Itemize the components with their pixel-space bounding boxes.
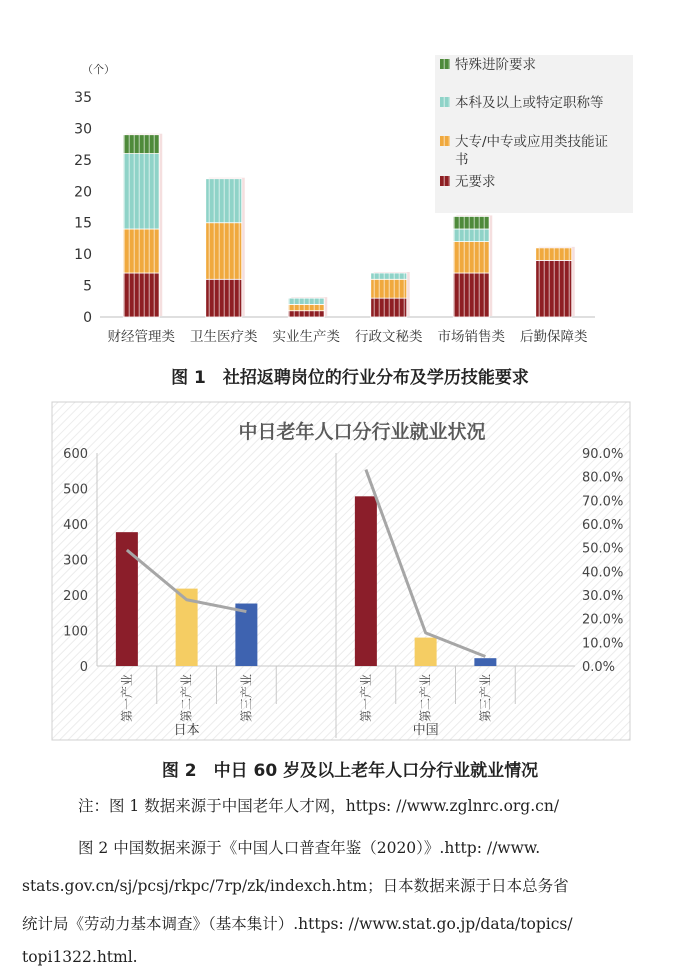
chart-2-title: 中日老年人口分行业就业状况 — [238, 421, 486, 443]
note-line-2: 图 2 中国数据来源于《中国人口普查年鉴（2020）》.http: //www. — [78, 839, 541, 857]
y-tick-label: 15 — [74, 215, 92, 232]
chart-2-frame — [52, 402, 630, 740]
bar-segment-texture — [123, 154, 159, 229]
y-left-tick-label: 400 — [63, 518, 88, 533]
y-left-tick-label: 100 — [63, 624, 88, 640]
x-category-label: 市场销售类 — [437, 329, 505, 345]
note-line-1: 注：图 1 数据来源于中国老年人才网，https: //www.zglnrc.org.cn/ — [78, 797, 560, 815]
x-category-label: 卫生医疗类 — [190, 329, 258, 345]
bar — [116, 532, 138, 666]
x-category-label: 第一产业 — [119, 674, 134, 723]
legend-swatch-texture — [440, 176, 450, 186]
y-right-tick-label: 10.0% — [582, 636, 624, 652]
y-left-tick-label: 500 — [63, 482, 88, 498]
bar-segment-texture — [123, 273, 159, 317]
group-label: 日本 — [173, 723, 200, 738]
bar-segment-texture — [453, 229, 489, 242]
x-category-label: 第二产业 — [179, 674, 194, 723]
y-tick-label: 5 — [83, 278, 92, 295]
note-line-3: stats.gov.cn/sj/pcsj/rkpc/7rp/zk/indexch.htm；日本数据来源于日本总务省 — [22, 877, 569, 895]
bar-segment-texture — [371, 279, 407, 298]
x-category-label: 第三产业 — [239, 674, 254, 723]
bar-segment-texture — [206, 179, 242, 223]
y-right-tick-label: 20.0% — [582, 612, 624, 628]
y-right-tick-label: 60.0% — [582, 518, 624, 533]
x-category-label: 第二产业 — [418, 674, 433, 723]
legend-swatch-texture — [440, 59, 450, 69]
bar-segment-texture — [206, 279, 242, 317]
y-tick-label: 25 — [74, 152, 92, 169]
x-category-label: 财经管理类 — [107, 329, 175, 345]
legend-swatch-texture — [440, 97, 450, 107]
bar — [235, 604, 257, 666]
group-label: 中国 — [412, 723, 439, 738]
y-right-tick-label: 0.0% — [582, 660, 616, 675]
chart-1 — [0, 0, 700, 360]
bar-segment-texture — [288, 298, 324, 304]
bar-segment-texture — [453, 273, 489, 317]
bar-segment-texture — [123, 229, 159, 273]
bar-segment-texture — [206, 223, 242, 280]
y-tick-label: 10 — [74, 247, 92, 264]
x-category-label: 后勤保障类 — [520, 329, 588, 345]
bar-segment-texture — [453, 242, 489, 273]
bar — [415, 638, 437, 666]
y-unit-label: （个） — [82, 63, 115, 76]
bar-segment-texture — [371, 273, 407, 279]
x-category-label: 实业生产类 — [272, 329, 340, 345]
y-left-tick-label: 300 — [63, 553, 88, 569]
legend-swatch-texture — [440, 136, 450, 146]
y-tick-label: 0 — [83, 310, 92, 326]
bar-segment-texture — [288, 311, 324, 317]
note-line-4: 统计局《劳动力基本调查》（基本集计）.https: //www.stat.go.jp/data/topics/ — [22, 915, 573, 933]
y-right-tick-label: 80.0% — [582, 470, 624, 486]
y-right-tick-label: 90.0% — [582, 447, 624, 462]
note-line-5: topi1322.html. — [22, 948, 138, 966]
y-right-tick-label: 50.0% — [582, 541, 624, 557]
bar — [355, 496, 377, 666]
legend-label: 本科及以上或特定职称等 — [455, 95, 604, 111]
y-right-tick-label: 30.0% — [582, 589, 624, 604]
y-left-tick-label: 200 — [63, 589, 88, 604]
legend-label: 特殊进阶要求 — [455, 57, 536, 73]
bar-segment-texture — [536, 260, 572, 317]
chart-2 — [0, 400, 700, 745]
x-category-label: 第三产业 — [478, 674, 493, 723]
y-left-tick-label: 600 — [63, 447, 88, 462]
y-tick-label: 30 — [74, 121, 92, 138]
bar — [474, 658, 496, 666]
y-right-tick-label: 40.0% — [582, 565, 624, 581]
bar-segment-texture — [288, 304, 324, 310]
y-left-tick-label: 0 — [79, 660, 88, 675]
x-category-label: 行政文秘类 — [355, 329, 423, 345]
figure-2-caption: 图 2 中日 60 岁及以上老年人口分行业就业情况 — [161, 761, 539, 781]
x-category-label: 第一产业 — [358, 674, 373, 723]
bar-segment-texture — [371, 298, 407, 317]
bar-segment-texture — [536, 248, 572, 261]
legend-label: 大专/中专或应用类技能证 — [455, 134, 609, 150]
y-tick-label: 35 — [74, 90, 92, 106]
legend-label-cont: 书 — [455, 152, 469, 168]
figure-1-caption: 图 1 社招返聘岗位的行业分布及学历技能要求 — [171, 368, 529, 388]
y-tick-label: 20 — [74, 184, 92, 201]
bar-segment-texture — [453, 216, 489, 229]
legend-label: 无要求 — [455, 174, 496, 190]
bar-segment-texture — [123, 135, 159, 154]
y-right-tick-label: 70.0% — [582, 494, 624, 510]
